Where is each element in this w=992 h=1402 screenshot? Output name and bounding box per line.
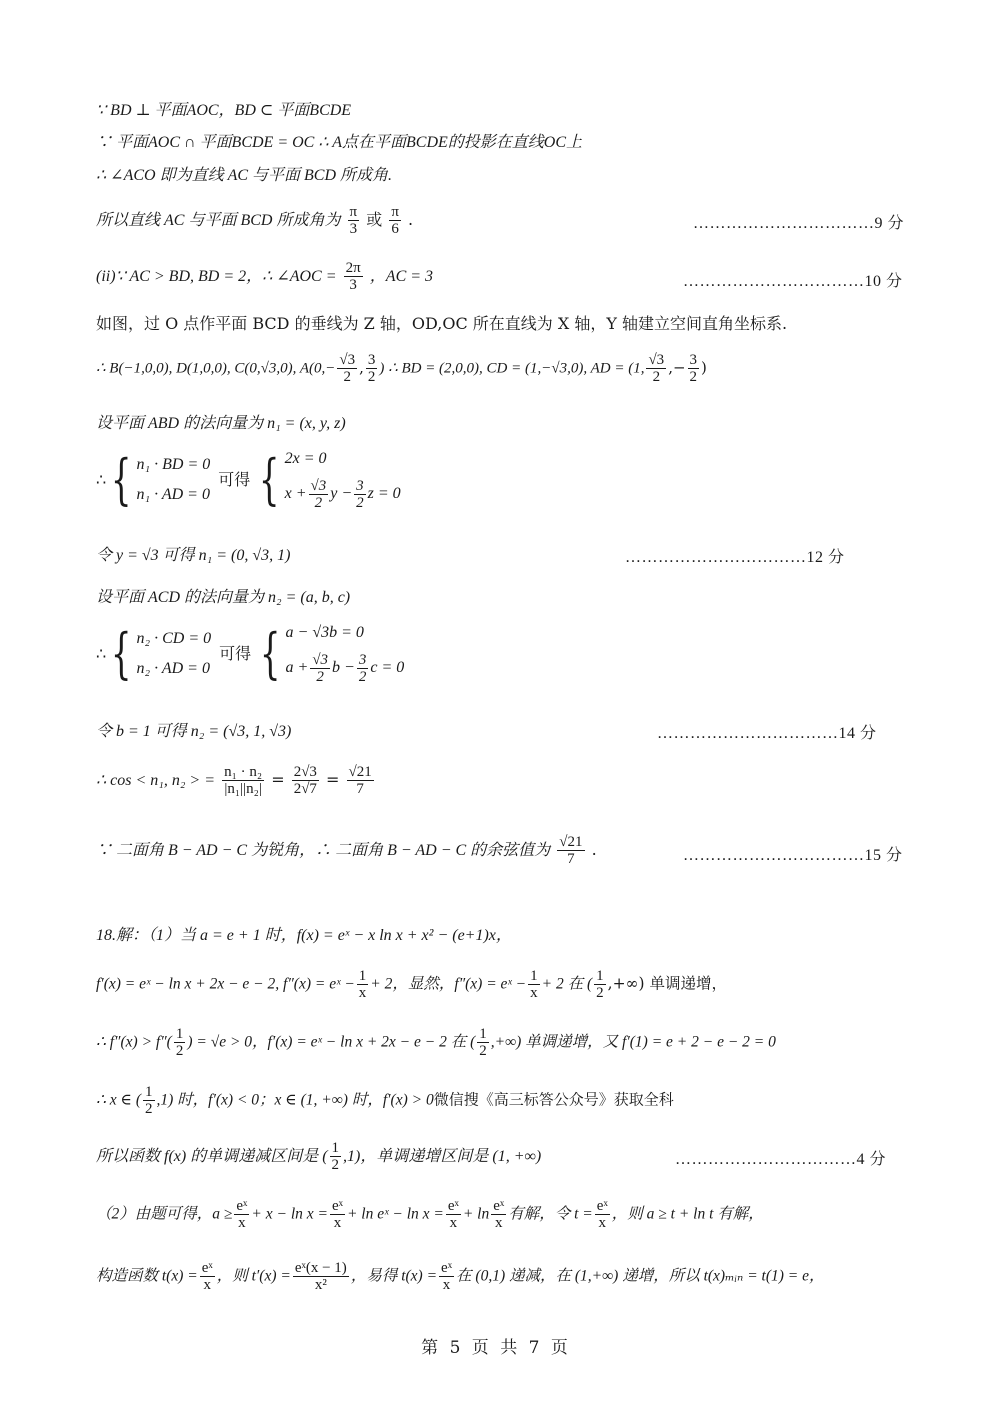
score-marker: ……………………………14 分 (657, 725, 877, 742)
question-18-line-5: 所以函数 f(x) 的单调递减区间是 ( $\frac{1}{2}$ ,1)，单调递增区间是 (1, +∞) (96, 1140, 542, 1173)
score-marker: ……………………………10 分 (683, 273, 903, 290)
page-footer: 第 5 页 共 7 页 (421, 1338, 571, 1358)
score-marker: ……………………………4 分 (675, 1151, 887, 1168)
proof-line-10: 设平面 ACD 的法向量为 n₂ = (a, b, c) (96, 589, 351, 606)
fraction: $\frac{\pi}{6}$ (391, 204, 399, 237)
proof-line-13: ∵ 二面角 B − AD − C 为锐角，∴ 二面角 B − AD − C 的余弦值为 $\frac{√21}{7}$ . (96, 834, 597, 867)
question-18-line-1: 18.解：（1）当 a = e + 1 时，f(x) = eˣ − x ln x + x² − (e+1)x， (96, 927, 512, 944)
proof-line-7: ∴ B(−1,0,0), D(1,0,0), C(0,√3,0), A(0,− $\frac{√3}{2}$ , $\frac{3}{2}$ ) ∴ BD = (2,0,0), CD = (1,−√3,0), AD = (1, $\frac{√3}{2}$ ,− $\frac{3}{2}$ ) (96, 352, 707, 385)
proof-line-6: 如图，过 O 点作平面 BCD 的垂线为 Z 轴，OD,OC 所在直线为 X 轴，Y 轴建立空间直角坐标系. (96, 314, 788, 333)
question-18-line-7: 构造函数 t(x) = $\frac{\text{eˣ}}{x}$ ，则 t′(x) = $\frac{\text{eˣ(x − 1)}}{\text{x²}}$ ，易得 t(x) = $\frac{\text{eˣ}}{x}$ 在 (0,1) 递减，在 (1,+∞) 递增，所以 t(x)ₘᵢₙ = t(1) = e， (96, 1260, 825, 1293)
score-marker: ……………………………9 分 (693, 215, 905, 232)
proof-line-4: 所以直线 AC 与平面 BCD 所成角为 $\frac{\pi}{3}$ 或 $\frac{\pi}{6}$ . (96, 204, 414, 237)
fraction: $\frac{3}{2}$ (367, 352, 376, 385)
proof-line-2: ∵ 平面AOC ∩ 平面BCDE = OC ∴ A点在平面BCDE的投影在直线OC上 (96, 134, 583, 151)
proof-line-12: ∴ cos < n₁, n₂ > = $\frac{\text{n₁ · n₂}}{\text{|n₁||n₂|}}$ = $\frac{2√3}{2√7}$ = $\frac{√21}{7}$ (96, 764, 372, 797)
question-18-line-2: f′(x) = eˣ − ln x + 2x − e − 2, f″(x) = eˣ − $\frac{1}{x}$ + 2，显然，f″(x) = eˣ − $\frac{1}{x}$ + 2 在 ( $\frac{1}{2}$ ,+∞) 单调递增， (96, 968, 727, 1001)
question-18-line-4: ∴ x ∈ ( $\frac{1}{2}$ ,1) 时，f′(x) < 0；x ∈ (1, +∞) 时，f′(x) > 0微信搜《高三标答公众号》获取全科 (96, 1084, 674, 1117)
question-18-line-6: （2）由题可得，a ≥ $\frac{\text{eˣ}}{x}$ + x − ln x = $\frac{\text{eˣ}}{x}$ + ln eˣ − ln x = $\frac{\text{eˣ}}{x}$ + ln $\frac{\text{eˣ}}{x}$ 有解，令 t = $\frac{\text{eˣ}}{x}$ ，则 a ≥ t + ln t 有解， (96, 1198, 764, 1231)
proof-line-9: 令 y = √3 可得 n₁ = (0, √3, 1) (96, 547, 291, 564)
fraction: $\frac{\pi}{3}$ (349, 204, 358, 237)
equation-system-2: ∴ { n₂ · CD = 0 n₂ · AD = 0 可得 { a − √3b = 0 a + $\frac{√3}{2}$ b − $\frac{3}{2}$ c = 0 (96, 621, 405, 685)
proof-line-5: (ii)∵ AC > BD, BD = 2，∴ ∠AOC = $\frac{2\pi}{3}$ ，AC = 3 (96, 260, 434, 293)
fraction: $\frac{3}{2}$ (689, 352, 698, 385)
proof-line-3: ∴ ∠ACO 即为直线 AC 与平面 BCD 所成角. (96, 167, 393, 184)
fraction: $\frac{√3}{2}$ (648, 352, 665, 385)
proof-line-8: 设平面 ABD 的法向量为 n₁ = (x, y, z) (96, 415, 346, 432)
equation-system-1: ∴ { n₁ · BD = 0 n₁ · AD = 0 可得 { 2x = 0 x + $\frac{√3}{2}$ y − $\frac{3}{2}$ z = 0 (96, 447, 401, 511)
proof-line-11: 令 b = 1 可得 n₂ = (√3, 1, √3) (96, 723, 292, 740)
fraction: $\frac{2\pi}{3}$ (345, 260, 361, 293)
score-marker: ……………………………15 分 (683, 847, 903, 864)
watermark-text: 微信搜《高三标答公众号》获取全科 (433, 1090, 674, 1109)
fraction: $\frac{√3}{2}$ (339, 352, 356, 385)
question-18-line-3: ∴ f″(x) > f″( $\frac{1}{2}$ ) = √e > 0，f′(x) = eˣ − ln x + 2x − e − 2 在 ( $\frac{1}{2}$ ,+∞) 单调递增，又 f′(1) = e + 2 − e − 2 = 0 (96, 1026, 776, 1059)
proof-line-1: ∵ BD ⊥ 平面AOC，BD ⊂ 平面BCDE (96, 102, 352, 119)
score-marker: ……………………………12 分 (625, 549, 845, 566)
